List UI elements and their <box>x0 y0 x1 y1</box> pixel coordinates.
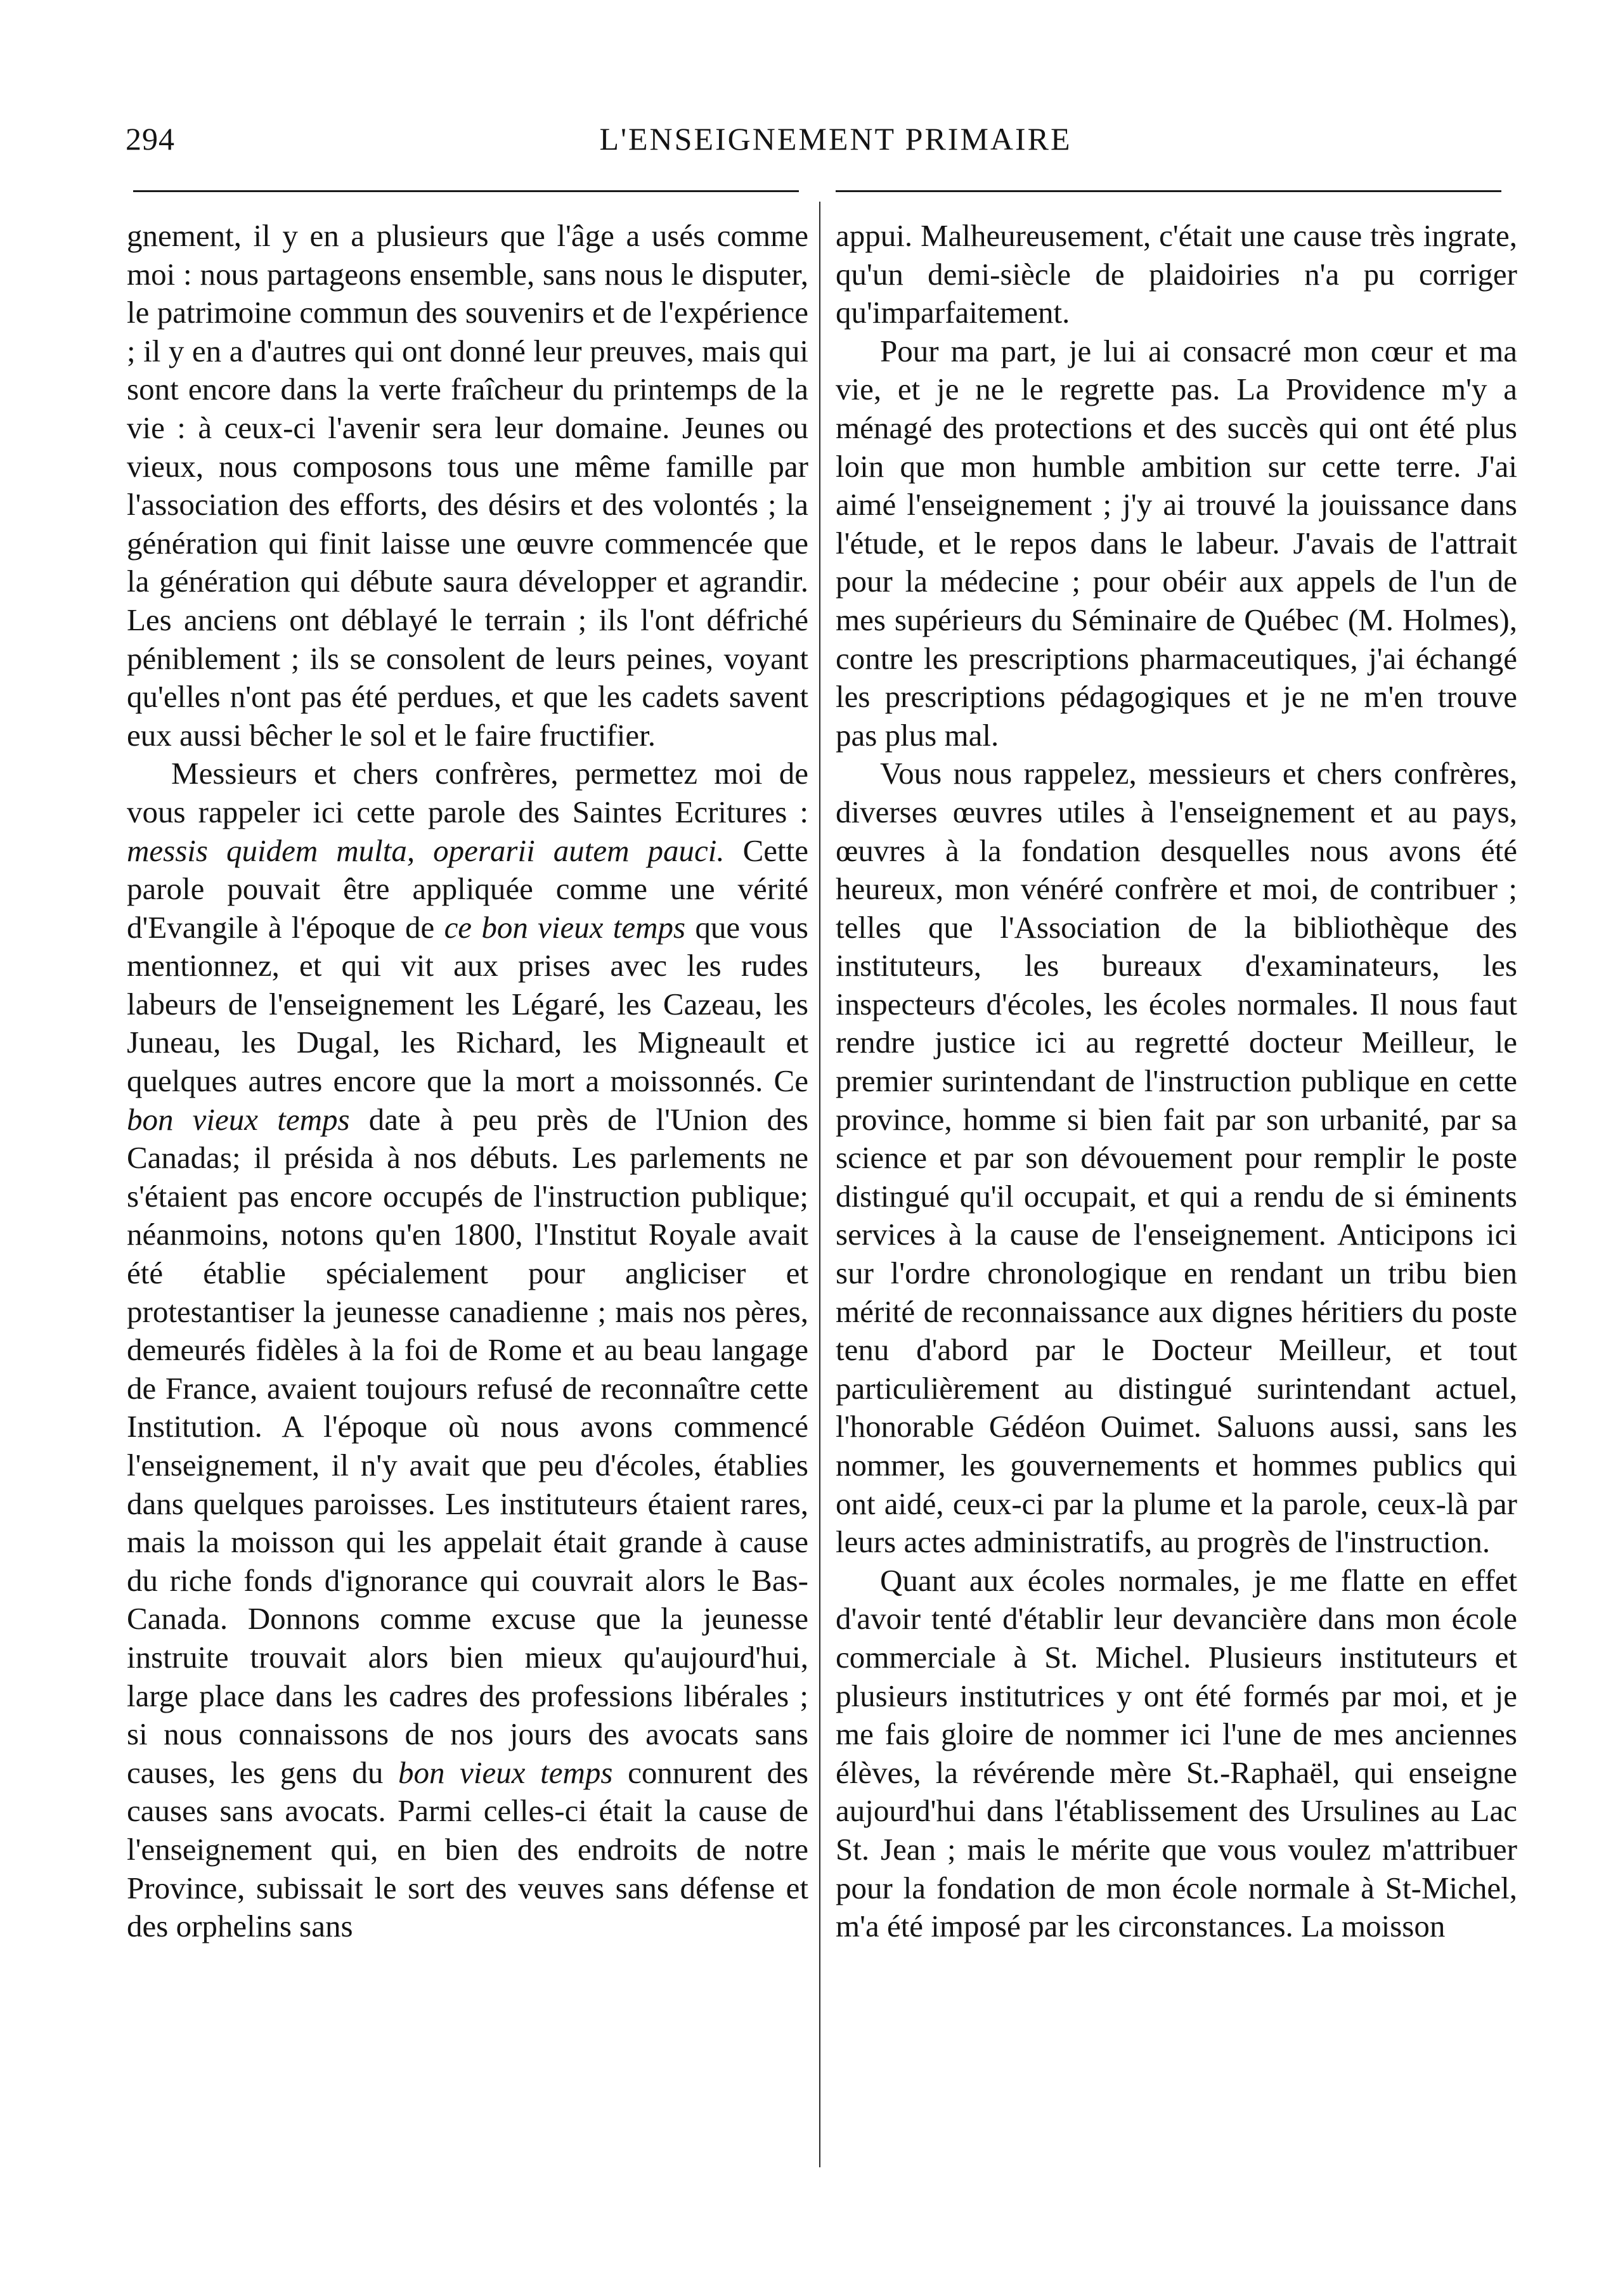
paragraph-continued-right: appui. Malheureusement, c'était une cause très ingrate, qu'un demi-siècle de plaidoiries n'a pu corriger qu'imparfaitement. <box>836 218 1517 330</box>
italic-phrase: bon vieux temps <box>398 1754 613 1790</box>
text-run: date à peu près de l'Union des Canadas; il présida à nos débuts. Les parlements ne s'étaient pas encore occupés de l'instruction publique; néanmoins, notons qu'en 1800, l'Institut Royale avait été établie spécialement pour angliciser et protestantiser la jeunesse canadienne ; mais nos pères, demeurés fidèles à la foi de Rome et au beau langage de France, avaient toujours refusé de reconnaître cette Institution. A l'époque où nous avons commencé l'enseignement, il n'y avait que peu d'écoles, établies dans quelques paroisses. Les instituteurs étaient rares, mais la moisson qui les appelait était grande à cause du riche fonds d'ignorance qui couvrait alors le Bas-Canada. Donnons comme excuse que la jeunesse instruite trouvait alors bien mieux qu'aujourd'hui, large place dans les cadres des professions libérales ; si nous connaissons de nos jours des avocats sans causes, les gens du <box>127 1101 808 1790</box>
right-column <box>836 217 1517 1946</box>
text-run: que vous mentionnez, et qui vit aux prises avec les rudes labeurs de l'enseignement les Légaré, les Cazeau, les Juneau, les Dugal, les Richard, les Migneault et quelques autres encore que la mort a moissonnés. Ce <box>127 909 808 1099</box>
paragraph-ecoles-normales: Quant aux écoles normales, je me flatte en effet d'avoir tenté d'établir leur devancière dans mon école commerciale à St. Michel. Plusieurs instituteurs et plusieurs institutrices y ont été formés par moi, et je me fais gloire de nommer ici l'une de mes anciennes élèves, la révérende mère St.-Raphaël, qui enseigne aujourd'hui dans l'établissement des Ursulines au Lac St. Jean ; mais le mérite que vous voulez m'attribuer pour la fondation de mon école normale à St-Michel, m'a été imposé par les circonstances. La moisson <box>836 1562 1517 1944</box>
text-run: Cette parole pouvait être appliquée comme une vérité d'Evangile à l'époque de <box>127 833 808 945</box>
page-number: 294 <box>126 121 175 157</box>
paragraph-messieurs <box>127 755 808 1945</box>
paragraph-vous-nous-rappelez: Vous nous rappelez, messieurs et chers confrères, diverses œuvres utiles à l'enseignement et au pays, œuvres à la fondation desquelles nous avons été heureux, mon vénéré confrère et moi, de contribuer ; telles que l'Association de la bibliothèque des instituteurs, les bureaux d'examinateurs, les inspecteurs d'écoles, les écoles normales. Il nous faut rendre justice ici au regretté docteur Meilleur, le premier surintendant de l'instruction publique en cette province, homme si bien fait par son urbanité, par sa science et par son dévouement pour remplir le poste distingué qu'il occupait, et qui a rendu de si éminents services à la cause de l'enseignement. Anticipons ici sur l'ordre chronologique en rendant un tribu bien mérité de reconnaissance aux dignes héritiers du poste tenu d'abord par le Docteur Meilleur, et tout particulièrement au distingué surintendant actuel, l'honorable Gédéon Ouimet. Saluons aussi, sans les nommer, les gouvernements et hommes publics qui ont aidé, ceux-ci par la plume et la parole, ceux-là par leurs actes administratifs, au progrès de l'instruction. <box>836 756 1517 1560</box>
latin-quote: messis quidem multa, operarii autem pauci. <box>127 833 725 868</box>
paragraph-pour-ma-part: Pour ma part, je lui ai consacré mon cœur et ma vie, et je ne le regrette pas. La Providence m'y a ménagé des protections et des succès qui ont été plus loin que mon humble ambition sur cette terre. J'ai aimé l'enseignement ; j'y ai trouvé la jouissance dans l'étude, et le repos dans le labeur. J'avais de l'attrait pour la médecine ; pour obéir aux appels de l'un de mes supérieurs du Séminaire de Québec (M. Holmes), contre les prescriptions pharmaceutiques, j'ai échangé les prescriptions pédagogiques et je ne m'en trouve pas plus mal. <box>836 333 1517 753</box>
header-rule-left <box>133 190 799 192</box>
italic-phrase: ce bon vieux temps <box>444 909 686 945</box>
text-run: Messieurs et chers confrères, permettez moi de vous rappeler ici cette parole des Saintes Ecritures : <box>127 756 808 829</box>
journal-title: L'ENSEIGNEMENT PRIMAIRE <box>599 121 1072 157</box>
header-rule-right <box>836 190 1501 192</box>
left-column <box>127 217 808 1946</box>
paragraph-continued: gnement, il y en a plusieurs que l'âge a usés comme moi : nous partageons ensemble, sans nous le disputer, le patrimoine commun des souvenirs et de l'expérience ; il y en a d'autres qui ont donné leur preuves, mais qui sont encore dans la verte fraîcheur du printemps de la vie : à ceux-ci l'avenir sera leur domaine. Jeunes ou vieux, nous composons tous une même famille par l'association des efforts, des désirs et des volontés ; la génération qui finit laisse une œuvre commencée que la génération qui débute saura développer et agrandir. Les anciens ont déblayé le terrain ; ils l'ont défriché péniblement ; ils se consolent de leurs peines, voyant qu'elles n'ont pas été perdues, et que les cadets savent eux aussi bêcher le sol et le faire fructifier. <box>127 218 808 753</box>
italic-phrase: bon vieux temps <box>127 1101 350 1137</box>
text-run: connurent des causes sans avocats. Parmi celles-ci était la cause de l'enseignement qui, en bien des endroits de notre Province, subissait le sort des veuves sans défense et des orphelins sans <box>127 1754 808 1944</box>
running-head <box>126 114 1508 165</box>
column-divider <box>819 202 820 2167</box>
